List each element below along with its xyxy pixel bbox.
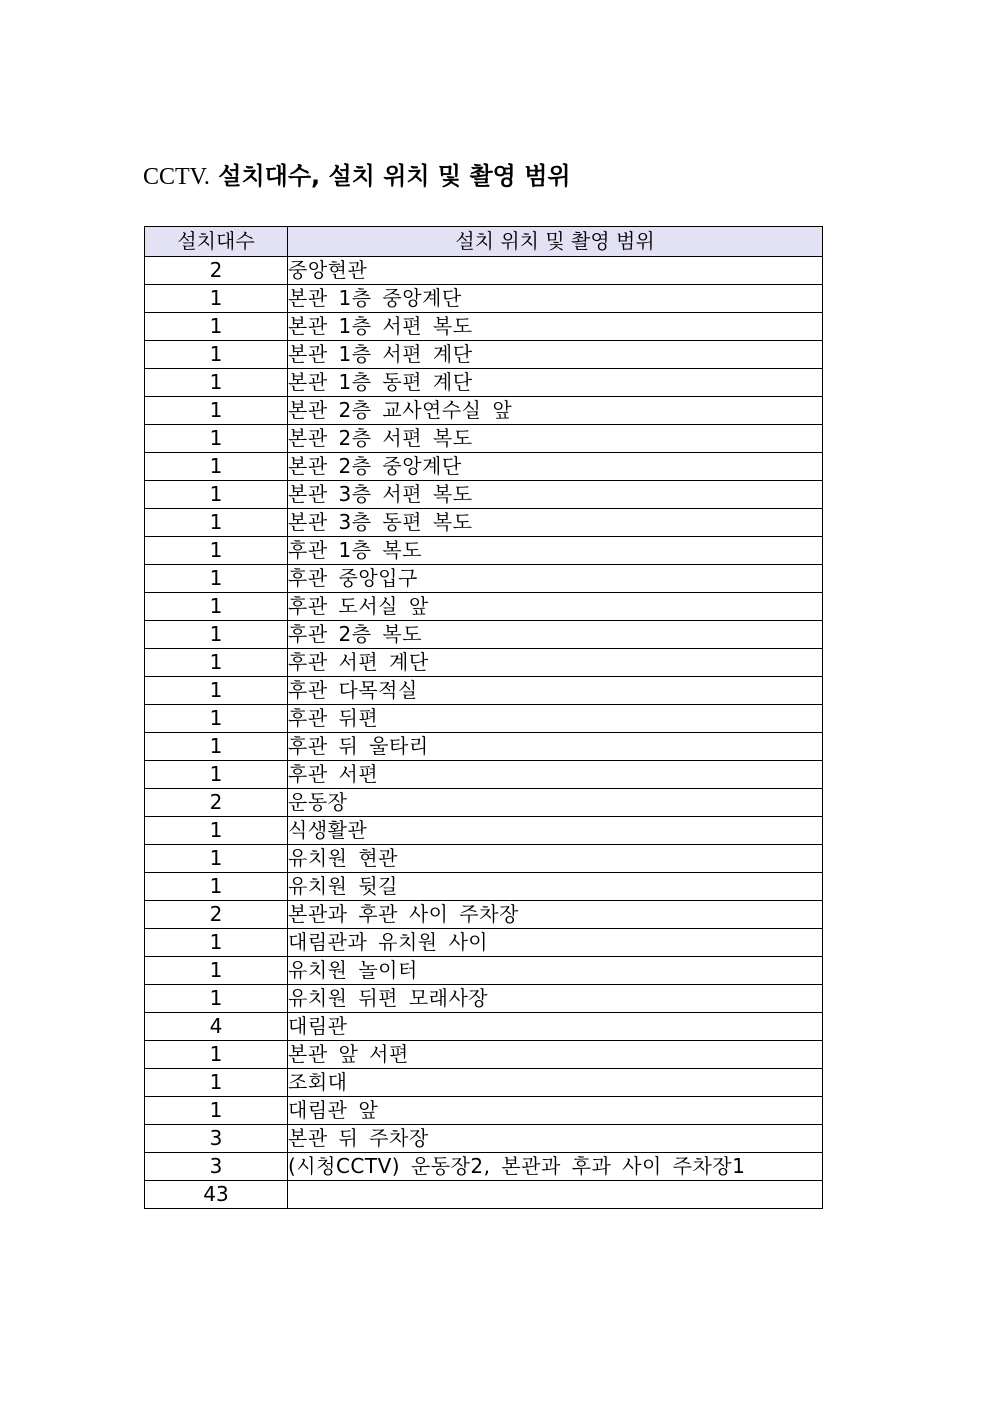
table-row xyxy=(145,593,823,621)
table-header-row xyxy=(145,227,823,257)
cell-location: 대림관과 유치원 사이 xyxy=(288,929,823,957)
cell-location: 후관 중앙입구 xyxy=(288,565,823,593)
cell-count: 1 xyxy=(145,1069,288,1097)
cell-location: 본관 앞 서편 xyxy=(288,1041,823,1069)
table-row xyxy=(145,817,823,845)
cell-location: 본관 3층 서편 복도 xyxy=(288,481,823,509)
table-row xyxy=(145,873,823,901)
table-body xyxy=(145,257,823,1209)
cell-location: 식생활관 xyxy=(288,817,823,845)
cell-location: 본관 1층 동편 계단 xyxy=(288,369,823,397)
cell-location: 후관 도서실 앞 xyxy=(288,593,823,621)
cell-count: 1 xyxy=(145,369,288,397)
cell-location: 본관 2층 중앙계단 xyxy=(288,453,823,481)
table-row xyxy=(145,957,823,985)
table-row xyxy=(145,733,823,761)
cell-location: 대림관 xyxy=(288,1013,823,1041)
table-row xyxy=(145,761,823,789)
cell-count: 3 xyxy=(145,1125,288,1153)
table-row xyxy=(145,649,823,677)
table-row xyxy=(145,985,823,1013)
cell-count: 1 xyxy=(145,929,288,957)
table-row xyxy=(145,705,823,733)
cell-count: 1 xyxy=(145,1097,288,1125)
title-prefix: CCTV. xyxy=(143,164,210,190)
table-row xyxy=(145,481,823,509)
table-row xyxy=(145,677,823,705)
cell-location: 후관 서편 계단 xyxy=(288,649,823,677)
cell-location: 유치원 놀이터 xyxy=(288,957,823,985)
table-row xyxy=(145,1181,823,1209)
cell-location: 후관 서편 xyxy=(288,761,823,789)
cell-location: 대림관 앞 xyxy=(288,1097,823,1125)
cell-count: 1 xyxy=(145,817,288,845)
table-row xyxy=(145,1041,823,1069)
cell-count: 1 xyxy=(145,285,288,313)
cell-count: 1 xyxy=(145,593,288,621)
cell-count: 43 xyxy=(145,1181,288,1209)
table-row xyxy=(145,397,823,425)
table-row xyxy=(145,789,823,817)
cell-count: 1 xyxy=(145,761,288,789)
table-row xyxy=(145,901,823,929)
cell-count: 3 xyxy=(145,1153,288,1181)
table-row xyxy=(145,1069,823,1097)
header-location: 설치 위치 및 촬영 범위 xyxy=(288,227,823,257)
cell-count: 1 xyxy=(145,957,288,985)
table-row xyxy=(145,537,823,565)
table-row xyxy=(145,929,823,957)
cell-location: 중앙현관 xyxy=(288,257,823,285)
cell-location: (시청CCTV) 운동장2, 본관과 후과 사이 주차장1 xyxy=(288,1153,823,1181)
table-row xyxy=(145,845,823,873)
cell-count: 1 xyxy=(145,425,288,453)
cell-count: 2 xyxy=(145,257,288,285)
table-row xyxy=(145,369,823,397)
table-row xyxy=(145,565,823,593)
cell-location: 후관 뒤 울타리 xyxy=(288,733,823,761)
cell-location: 운동장 xyxy=(288,789,823,817)
cell-count: 1 xyxy=(145,565,288,593)
cell-count: 4 xyxy=(145,1013,288,1041)
cell-count: 1 xyxy=(145,397,288,425)
table-row xyxy=(145,1097,823,1125)
cell-count: 1 xyxy=(145,705,288,733)
table-row xyxy=(145,425,823,453)
cell-count: 1 xyxy=(145,873,288,901)
cell-count: 1 xyxy=(145,985,288,1013)
cell-location: 본관 2층 교사연수실 앞 xyxy=(288,397,823,425)
cell-count: 1 xyxy=(145,677,288,705)
table-row xyxy=(145,1013,823,1041)
cell-location: 유치원 현관 xyxy=(288,845,823,873)
header-count: 설치대수 xyxy=(145,227,288,257)
cell-location: 유치원 뒷길 xyxy=(288,873,823,901)
cell-location: 본관 3층 동편 복도 xyxy=(288,509,823,537)
cell-location: 후관 2층 복도 xyxy=(288,621,823,649)
table-row xyxy=(145,285,823,313)
cell-location: 후관 1층 복도 xyxy=(288,537,823,565)
cell-location: 본관 1층 서편 복도 xyxy=(288,313,823,341)
cell-location: 후관 다목적실 xyxy=(288,677,823,705)
cell-count: 2 xyxy=(145,901,288,929)
cell-count: 1 xyxy=(145,649,288,677)
table-row xyxy=(145,257,823,285)
table-row xyxy=(145,453,823,481)
cell-location: 본관 1층 중앙계단 xyxy=(288,285,823,313)
cell-count: 2 xyxy=(145,789,288,817)
cell-location: 본관과 후관 사이 주차장 xyxy=(288,901,823,929)
cell-count: 1 xyxy=(145,509,288,537)
table-row xyxy=(145,341,823,369)
cctv-table xyxy=(144,226,823,1209)
cell-location: 본관 2층 서편 복도 xyxy=(288,425,823,453)
cell-count: 1 xyxy=(145,341,288,369)
table-row xyxy=(145,313,823,341)
cell-count: 1 xyxy=(145,481,288,509)
table-row xyxy=(145,1125,823,1153)
table-row xyxy=(145,1153,823,1181)
cell-location: 조회대 xyxy=(288,1069,823,1097)
cell-count: 1 xyxy=(145,733,288,761)
table-row xyxy=(145,621,823,649)
cell-location xyxy=(288,1181,823,1209)
cell-count: 1 xyxy=(145,453,288,481)
cell-count: 1 xyxy=(145,845,288,873)
table-row xyxy=(145,509,823,537)
cell-count: 1 xyxy=(145,313,288,341)
title-main: 설치대수, 설치 위치 및 촬영 범위 xyxy=(218,162,571,190)
cell-location: 유치원 뒤편 모래사장 xyxy=(288,985,823,1013)
cell-count: 1 xyxy=(145,537,288,565)
document-title xyxy=(143,160,571,193)
cell-count: 1 xyxy=(145,621,288,649)
cell-count: 1 xyxy=(145,1041,288,1069)
cell-location: 본관 1층 서편 계단 xyxy=(288,341,823,369)
cell-location: 후관 뒤편 xyxy=(288,705,823,733)
cell-location: 본관 뒤 주차장 xyxy=(288,1125,823,1153)
